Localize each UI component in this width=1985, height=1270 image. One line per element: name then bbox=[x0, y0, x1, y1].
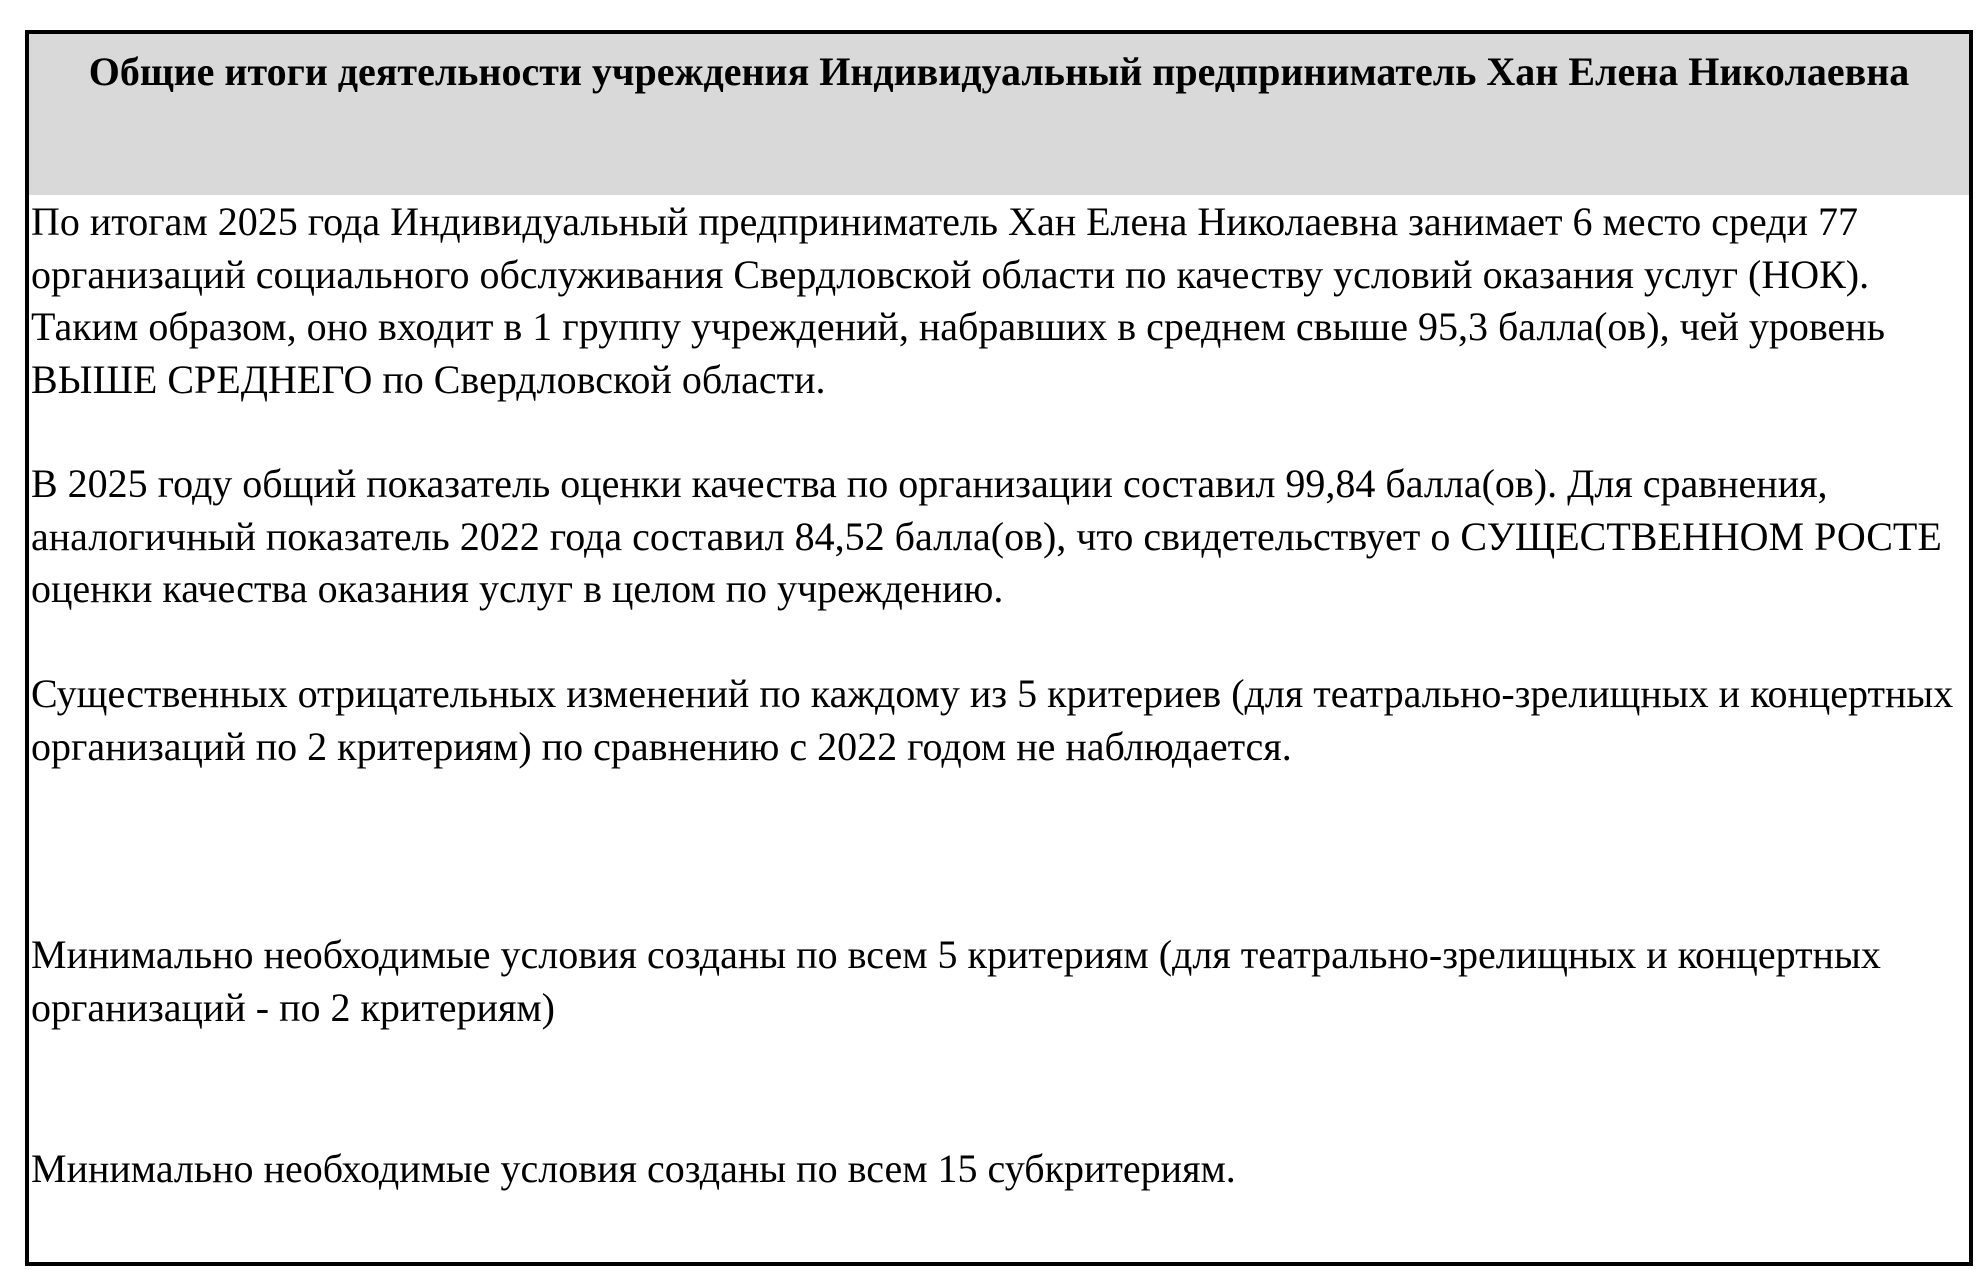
summary-title: Общие итоги деятельности учреждения Индивидуальный предприниматель Хан Елена Николаевна bbox=[29, 34, 1969, 195]
paragraph-minimum-subcriteria: Минимально необходимые условия созданы по всем 15 субкритериям. bbox=[31, 1146, 1236, 1191]
paragraph-minimum-criteria: Минимально необходимые условия созданы по всем 5 критериям (для театрально-зрелищных и концертных организаций - по 2 критериям) bbox=[31, 932, 1881, 1030]
paragraph-score-comparison: В 2025 году общий показатель оценки качества по организации составил 99,84 балла(ов). Для сравнения, аналогичный показатель 2022 года составил 84,52 балла(ов), что свидетельствует о СУЩЕСТВЕННОМ РОСТЕ оценки качества оказания услуг в целом по учреждению. bbox=[31, 461, 1942, 611]
paragraph-criteria-changes: Существенных отрицательных изменений по каждому из 5 критериев (для театрально-зрелищных и концертных организаций по 2 критериям) по сравнению с 2022 годом не наблюдается. bbox=[31, 671, 1954, 769]
summary-table bbox=[25, 30, 1973, 1266]
paragraph-ranking: По итогам 2025 года Индивидуальный предприниматель Хан Елена Николаевна занимает 6 место среди 77 организаций социального обслуживания Свердловской области по качеству условий оказания услуг (НОК). Таким образом, оно входит в 1 группу учреждений, набравших в среднем свыше 95,3 балла(ов), чей уровень ВЫШЕ СРЕДНЕГО по Свердловской области. bbox=[31, 199, 1885, 402]
